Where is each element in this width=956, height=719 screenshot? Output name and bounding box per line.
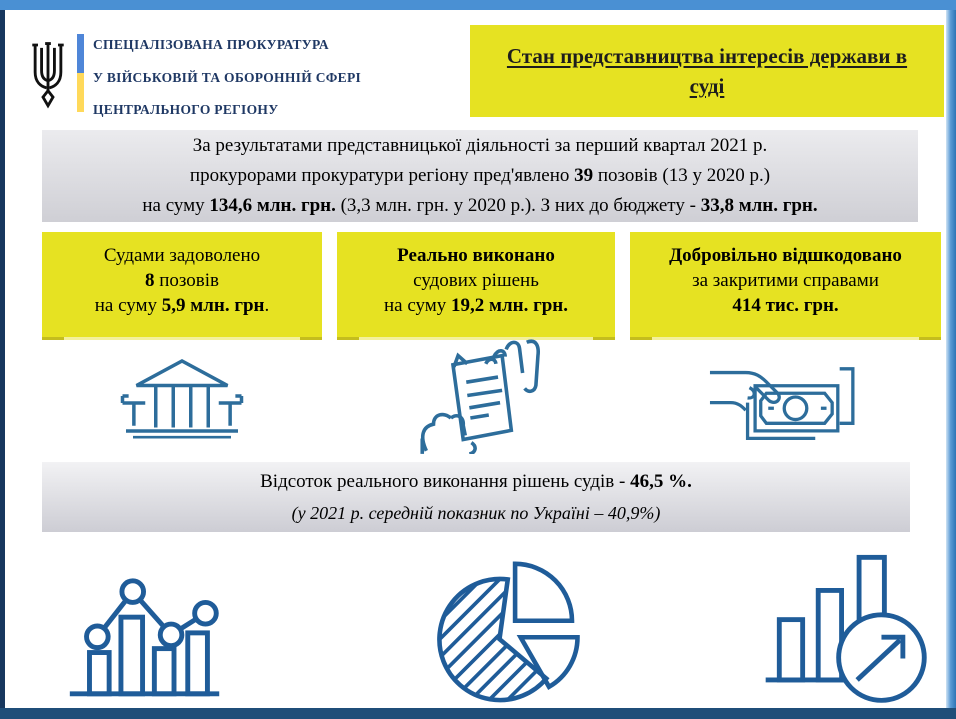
card-3-line-3: 414 тис. грн. [732,295,839,316]
logo-line-2: У ВІЙСЬКОВІЙ ТА ОБОРОННІЙ СФЕРІ [93,69,362,85]
card-2-line-3: на суму 19,2 млн. грн. [383,295,568,316]
card-voluntary-compensated [630,232,941,340]
execution-panel [42,462,910,532]
card-3-line-2: за закритими справами [692,270,879,291]
logo-line-1: СПЕЦІАЛІЗОВАНА ПРОКУРАТУРА [93,37,329,52]
card-1-line-1: Судами задоволено [103,245,261,266]
frame-left-border [0,0,5,719]
flag-bar [77,34,84,112]
document-hands-icon [412,336,540,454]
courthouse-icon [112,352,252,440]
ukraine-trident-icon [28,34,68,121]
summary-line-1: За результатами представницької діяльності за перший квартал 2021 р. [192,135,768,156]
execution-line-1: Відсоток реального виконання рішень судів - 46,5 %. [260,471,692,492]
card-3-shadow [652,337,919,340]
card-2-line-2: судових рішень [413,270,539,291]
card-really-executed [337,232,615,340]
card-courts-satisfied [42,232,322,340]
summary-panel [42,130,918,222]
card-1-shadow [64,337,300,340]
frame-bottom-border [0,708,956,719]
bar-line-chart-icon [60,552,232,700]
title-banner [470,25,944,117]
summary-line-2: прокурорами прокуратури регіону пред'явлено 39 позовів (13 у 2020 р.) [189,165,771,186]
money-hand-icon [700,350,860,444]
card-3-line-1: Добровільно відшкодовано [669,245,902,266]
card-1-line-2: 8 позовів [144,270,220,291]
growth-arrow-chart-icon [754,543,934,705]
page-title: Стан представництва інтересів держави в суді [506,44,908,98]
card-2-line-1: Реально виконано [397,245,555,266]
execution-line-2: (у 2021 р. середній показник по Україні – 40,9%) [291,503,661,523]
pie-chart-icon [424,551,586,707]
summary-line-3: на суму 134,6 млн. грн. (3,3 млн. грн. у 2020 р.). З них до бюджету - 33,8 млн. грн. [142,195,818,216]
card-1-line-3: на суму 5,9 млн. грн. [94,295,270,316]
frame-top-border [0,0,956,10]
prosecutor-logo [28,34,361,121]
logo-text [93,34,361,121]
frame-right-border [946,0,956,719]
logo-line-3: ЦЕНТРАЛЬНОГО РЕГІОНУ [93,102,279,117]
